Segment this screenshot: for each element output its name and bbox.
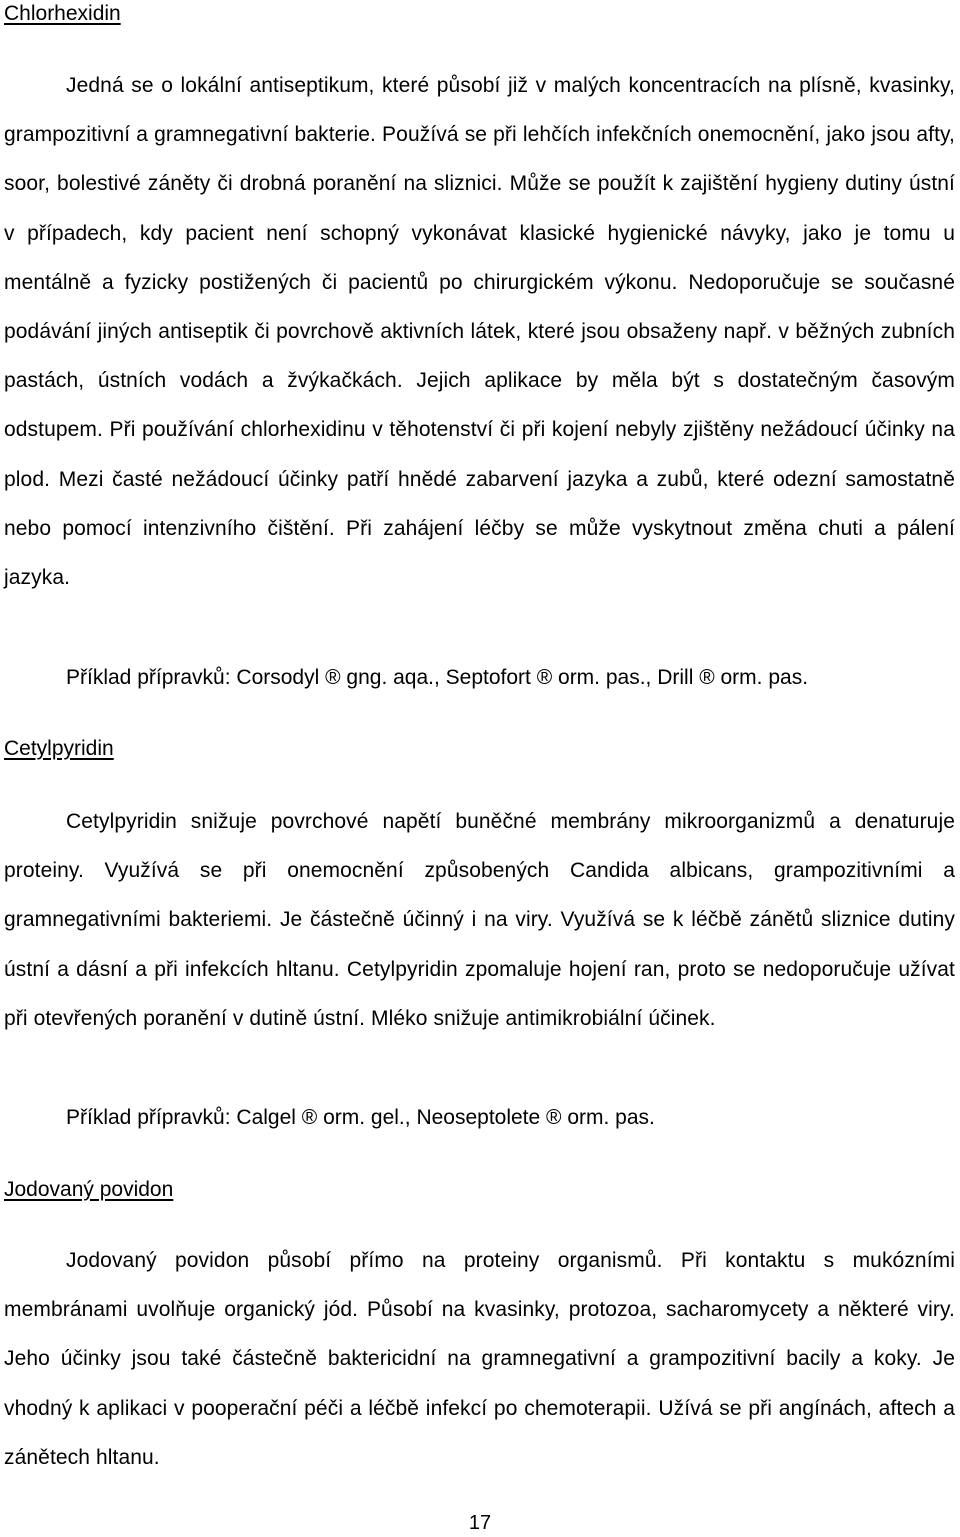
section-heading-jodovany-povidon: Jodovaný povidon [4,1178,174,1201]
section-body-cetylpyridin: Cetylpyridin snižuje povrchové napětí buněčné membrány mikroorganizmů a denaturuje proteiny. Využívá se při onemocnění způsobených Candida albicans, grampozitivními a gramnegativními bakteriemi. Je částečně účinný i na viry. Využívá se k léčbě zánětů sliznice dutiny ústní a dásní a při infekcích hltanu. Cetylpyridin zpomaluje hojení ran, proto se nedoporučuje užívat při otevřených poranění v dutině ústní. Mléko snižuje antimikrobiální účinek. [4,810,955,1030]
section-example-cetylpyridin: Příklad přípravků: Calgel ® orm. gel., Neoseptolete ® orm. pas. [66,1106,655,1129]
section-heading-chlorhexidin: Chlorhexidin [4,2,121,25]
section-body-jodovany-povidon: Jodovaný povidon působí přímo na proteiny organismů. Při kontaktu s mukózními membránami uvolňuje organický jód. Působí na kvasinky, protozoa, sacharomycety a některé viry. Jeho účinky jsou také částečně baktericidní na gramnegativní a grampozitivní bacily a koky. Je vhodný k aplikaci v pooperační péči a léčbě infekcí po chemoterapii. Užívá se při angínách, aftech a zánětech hltanu. [4,1249,955,1469]
page-number: 17 [468,1512,492,1534]
section-body-chlorhexidin: Jedná se o lokální antiseptikum, které působí již v malých koncentracích na plísně, kvasinky, grampozitivní a gramnegativní bakterie. Používá se při lehčích infekčních onemocnění, jako jsou afty, soor, bolestivé záněty či drobná poranění na sliznici. Může se použít k zajištění hygieny dutiny ústní v případech, kdy pacient není schopný vykonávat klasické hygienické návyky, jako je tomu u mentálně a fyzicky postižených či pacientů po chirurgickém výkonu. Nedoporučuje se současné podávání jiných antiseptik či povrchově aktivních látek, které jsou obsaženy např. v běžných zubních pastách, ústních vodách a žvýkačkách. Jejich aplikace by měla být s dostatečným časovým odstupem. Při používání chlorhexidinu v těhotenství či při kojení nebyly zjištěny nežádoucí účinky na plod. Mezi časté nežádoucí účinky patří hnědé zabarvení jazyka a zubů, které odezní samostatně nebo pomocí intenzivního čištění. Při zahájení léčby se může vyskytnout změna chuti a pálení jazyka. [4,74,955,590]
section-example-chlorhexidin: Příklad přípravků: Corsodyl ® gng. aqa., Septofort ® orm. pas., Drill ® orm. pas. [66,666,809,689]
section-heading-cetylpyridin: Cetylpyridin [4,737,114,760]
